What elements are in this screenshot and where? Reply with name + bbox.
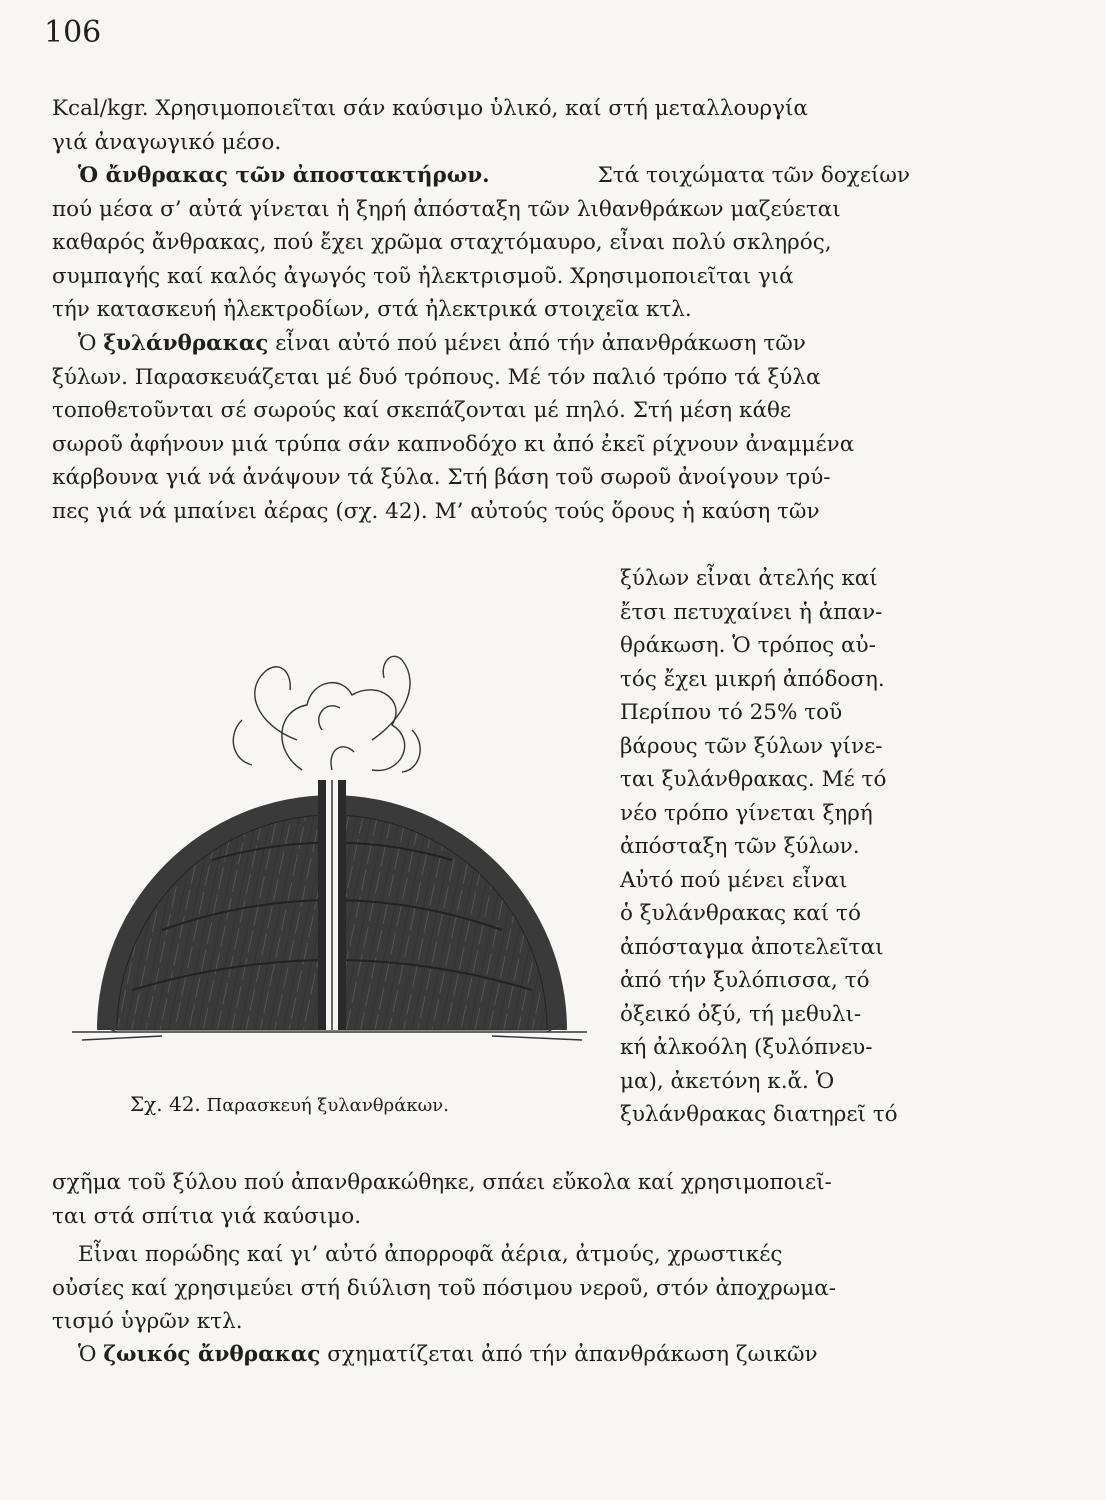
charcoal-mound-illustration [42,600,602,1080]
text-line: τοποθετοῦνται σέ σωρούς καί σκεπάζονται μέ πηλό. Στή μέση κάθε [52,398,792,423]
text-line: βάρους τῶν ξύλων γίνε- [620,733,883,759]
text-line: ἀπόσταξη τῶν ξύλων. [620,834,860,859]
text-line: συμπαγής καί καλός ἀγωγός τοῦ ἠλεκτρισμοῦ. Χρησιμοποιεῖται γιά [52,263,794,289]
text-line: πες γιά νά μπαίνει ἀέρας (σχ. 42). Μ’ αὐτούς τούς ὅρους ἡ καύση τῶν [52,498,820,524]
text-line: πού μέσα σ’ αὐτά γίνεται ἡ ξηρή ἀπόσταξη τῶν λιθανθράκων μαζεύεται [52,196,841,222]
text-line: Περίπου τό 25% τοῦ [620,700,843,725]
paragraph-porous [52,1238,910,1339]
text-line: ξυλάνθρακας διατηρεῖ τό [620,1102,898,1127]
text-line: ἔτσι πετυχαίνει ἡ ἀπαν- [620,599,883,625]
text-fragment: Ὁ [78,1342,97,1367]
text-line [52,1338,910,1372]
section-heading: ζωικός ἄνθρακας [103,1342,321,1367]
text-line: οὐσίες καί χρησιμεύει στή διύλιση τοῦ πόσιμου νεροῦ, στόν ἀποχρωμα- [52,1275,837,1301]
text-line: Εἶναι πορώδης καί γι’ αὐτό ἀπορροφᾶ ἀέρια, ἀτμούς, χρωστικές [78,1242,783,1267]
text-line: ἀπό τήν ξυλόπισσα, τό [620,968,870,993]
paragraph-charcoal-shape [52,1166,910,1233]
text-line: τήν κατασκευή ἠλεκτροδίων, στά ἠλεκτρικά στοιχεῖα κτλ. [52,297,692,322]
text-fragment: Στά τοιχώματα τῶν δοχείων [597,163,910,188]
text-line: σχῆμα τοῦ ξύλου πού ἀπανθρακώθηκε, σπάει εὔκολα καί χρησιμοποιεῖ- [52,1170,832,1195]
text-line: νέο τρόπο γίνεται ξηρή [620,800,873,826]
text-line: σωροῦ ἀφήνουν μιά τρύπα σάν καπνοδόχο κι ἀπό ἐκεῖ ρίχνουν ἀναμμένα [52,431,855,457]
smoke-plume [233,656,420,772]
paragraph-retort-carbon [52,159,910,327]
text-line: κάρβουνα γιά νά ἀνάψουν τά ξύλα. Στή βάση τοῦ σωροῦ ἀνοίγουν τρύ- [52,465,831,490]
text-line: Kcal/kgr. Χρησιμοποιεῖται σάν καύσιμο ὑλικό, καί στή μεταλλουργία [52,96,808,121]
figure-label: Σχ. 42. [130,1092,201,1116]
paragraph-fuel-use [52,92,910,159]
section-heading: ξυλάνθρακας [103,331,269,356]
text-line [52,159,910,193]
text-line: κή ἀλκοόλη (ξυλόπνευ- [620,1035,873,1060]
text-line: ὁ ξυλάνθρακας καί τό [620,901,861,926]
text-line: τισμό ὑγρῶν κτλ. [52,1309,243,1334]
figure-caption-text: Παρασκευή ξυλανθράκων. [206,1095,449,1116]
page-number: 106 [44,15,102,50]
text-line [52,327,910,361]
figure-caption [130,1092,449,1118]
paragraph-charcoal [52,327,910,528]
text-line: ξύλων. Παρασκευάζεται μέ δυό τρόπους. Μέ τόν παλιό τρόπο τά ξύλα [52,364,821,390]
chimney [318,780,346,1030]
text-line: θράκωση. Ὁ τρόπος αὐ- [620,633,876,658]
paragraph-animal-carbon [52,1338,910,1372]
text-fragment: σχηματίζεται ἀπό τήν ἀπανθράκωση ζωικῶν [327,1342,818,1367]
text-line: ται στά σπίτια γιά καύσιμο. [52,1203,362,1229]
text-line: ξύλων εἶναι ἀτελής καί [620,566,878,591]
right-column-text [620,562,910,1132]
charcoal-mound-figure [42,600,602,1080]
text-fragment: εἶναι αὐτό πού μένει ἀπό τήν ἀπανθράκωση τῶν [275,331,806,356]
text-line: γιά ἀναγωγικό μέσο. [52,129,282,155]
text-line: ται ξυλάνθρακας. Μέ τό [620,767,887,792]
section-heading: Ὁ ἄνθρακας τῶν ἀποστακτήρων. [78,163,490,188]
text-line: ἀπόσταγμα ἀποτελεῖται [620,934,884,960]
text-line: καθαρός ἄνθρακας, πού ἔχει χρῶμα σταχτόμαυρο, εἶναι πολύ σκληρός, [52,230,832,255]
text-line: μα), ἀκετόνη κ.ἄ. Ὁ [620,1068,835,1094]
text-line: ὀξεικό ὀξύ, τή μεθυλι- [620,1001,862,1027]
text-line: τός ἔχει μικρή ἀπόδοση. [620,666,885,692]
text-fragment: Ὁ [78,331,97,356]
text-line: Αὐτό πού μένει εἶναι [620,867,848,893]
